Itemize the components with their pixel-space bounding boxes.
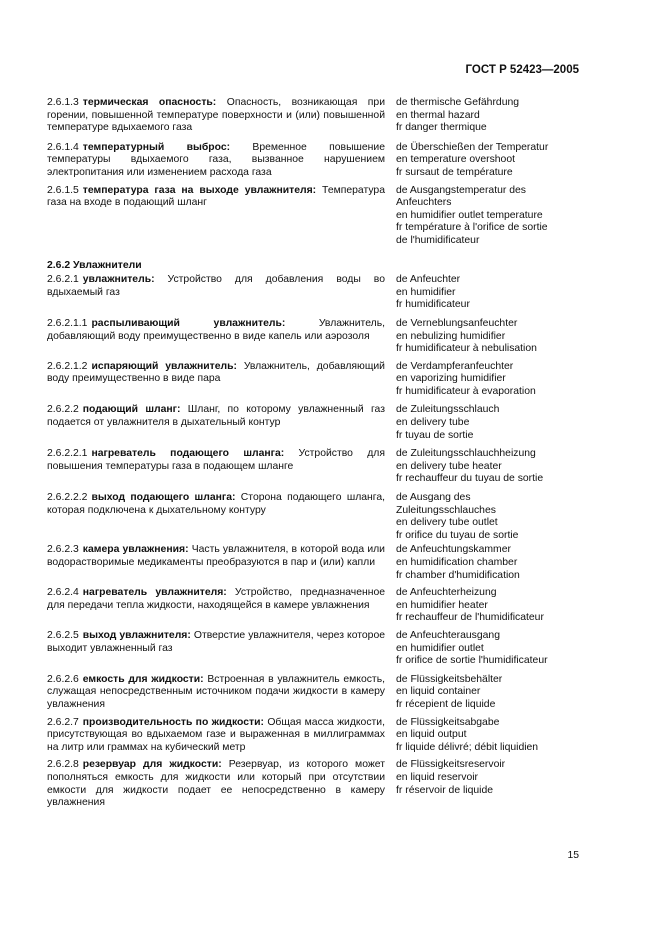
term-entry (47, 97, 579, 135)
term-name: увлажнитель: (82, 274, 155, 286)
term-definition-text: Общая масса жидкости, присутствующая во вдыхаемом газе и выраженная в миллиграммах на литр или граммах на кубический метр (47, 716, 385, 753)
term-name: распыливающий увлажнитель: (91, 317, 286, 329)
term-number: 2.6.2.2.1 (47, 448, 88, 460)
term-number: 2.6.2.3 (47, 544, 79, 556)
equivalent-line: de Flüssigkeitsabgabe (396, 716, 500, 728)
term-number: 2.6.2.2 (47, 404, 79, 416)
term-name: выход увлажнителя: (82, 629, 191, 641)
equivalent-line: fr humidificateur à nebulisation (396, 343, 537, 355)
term-entry (47, 492, 579, 542)
equivalent-line: de Verdampferanfeuchter (396, 360, 514, 372)
term-definition-text: Увлажнитель, добавляющий воду преимущественно в виде пара (47, 360, 385, 385)
term-definition (47, 185, 385, 248)
equivalent-line: fr danger thermique (396, 122, 487, 134)
foreign-equivalents (396, 674, 579, 712)
term-entry (47, 274, 579, 312)
equivalent-line: en humidifier (396, 286, 456, 298)
term-entry (47, 630, 579, 668)
term-entry (47, 759, 579, 809)
term-entry (47, 361, 579, 399)
section-heading: 2.6.2 Увлажнители (47, 259, 142, 271)
term-definition-text: Резервуар, из которого может пополняться емкость для жидкости или который при отсутствии емкости для жидкости подает ее непосредственно в камеру увлажнения (47, 759, 385, 809)
term-name: термическая опасность: (82, 97, 217, 108)
term-number: 2.6.2.6 (47, 673, 79, 685)
term-entry (47, 674, 579, 712)
term-definition-text: Шланг, по которому увлажненный газ подается от увлажнителя в дыхательный контур (47, 404, 385, 429)
term-definition-text: Температура газа на входе в подающий шланг (47, 184, 385, 209)
term-definition-text: Встроенная в увлажнитель емкость, служащая непосредственным источником подачи жидкости в камеру увлажнения (47, 673, 385, 710)
term-definition-text: Опасность, возникающая при горении, повышенной температуре поверхности и (или) повышенной температуре вдыхаемого газа (47, 97, 386, 134)
term-name: производительность по жидкости: (82, 716, 264, 728)
term-number: 2.6.2.1.1 (47, 317, 88, 329)
term-number: 2.6.2.7 (47, 716, 79, 728)
equivalent-line: de Flüssigkeitsreservoir (396, 759, 506, 771)
equivalent-line: Zuleitungsschlauches (396, 504, 496, 516)
equivalent-line: de thermische Gefährdung (396, 97, 520, 108)
term-definition (47, 587, 385, 625)
equivalent-line: fr sursaut de température (396, 166, 513, 178)
foreign-equivalents (396, 492, 579, 542)
foreign-equivalents (396, 587, 579, 625)
standard-designation: ГОСТ Р 52423—2005 (465, 64, 579, 76)
term-name: температура газа на выходе увлажнителя: (82, 184, 317, 196)
equivalent-line: fr réservoir de liquide (396, 784, 494, 796)
term-definition (47, 544, 385, 582)
equivalent-line: en delivery tube outlet (396, 517, 498, 529)
term-definition-text: Отверстие увлажнителя, через которое выходит увлажненный газ (47, 629, 385, 654)
equivalent-line: en humidifier outlet temperature (396, 209, 543, 221)
equivalent-line: fr humidificateur (396, 299, 470, 311)
term-number: 2.6.1.5 (47, 184, 79, 196)
equivalent-line: en humidification chamber (396, 557, 518, 568)
equivalent-line: en liquid output (396, 729, 467, 741)
equivalent-line: fr liquide délivré; débit liquidien (396, 741, 539, 753)
equivalent-line: de Anfeuchtungskammer (396, 544, 511, 556)
term-definition (47, 448, 385, 486)
equivalent-line: de Überschießen der Temperatur (396, 141, 549, 153)
equivalent-line: fr orifice du tuyau de sortie (396, 529, 519, 541)
equivalent-line: de Anfeuchterheizung (396, 587, 497, 599)
term-definition (47, 717, 385, 755)
term-entry (47, 544, 579, 582)
term-number: 2.6.2.4 (47, 587, 79, 599)
equivalent-line: en humidifier heater (396, 599, 488, 611)
term-definition (47, 274, 385, 312)
term-definition (47, 318, 385, 356)
equivalent-line: fr orifice de sortie l'humidificateur (396, 655, 548, 667)
term-name: нагреватель увлажнителя: (82, 587, 227, 599)
equivalent-line: de Anfeuchterausgang (396, 629, 500, 641)
foreign-equivalents (396, 274, 579, 312)
terms-list (47, 97, 579, 810)
term-name: температурный выброс: (82, 141, 231, 153)
equivalent-line: en liquid container (396, 686, 481, 698)
equivalent-line: de Verneblungsanfeuchter (396, 317, 518, 329)
equivalent-line: de Ausgang des (396, 492, 471, 504)
term-entry (47, 142, 579, 180)
term-number: 2.6.1.4 (47, 141, 79, 153)
equivalent-line: de Zuleitungsschlauch (396, 404, 500, 416)
term-name: выход подающего шланга: (91, 492, 236, 504)
foreign-equivalents (396, 759, 579, 809)
term-definition (47, 97, 385, 135)
foreign-equivalents (396, 361, 579, 399)
term-number: 2.6.2.2.2 (47, 492, 88, 504)
equivalent-line: de Flüssigkeitsbehälter (396, 673, 503, 685)
foreign-equivalents (396, 717, 579, 755)
term-name: камера увлажнения: (82, 544, 189, 556)
term-definition (47, 492, 385, 542)
equivalent-line: en liquid reservoir (396, 771, 479, 783)
term-number: 2.6.2.1 (47, 274, 79, 286)
foreign-equivalents (396, 97, 579, 135)
term-entry (47, 318, 579, 356)
term-number: 2.6.2.8 (47, 759, 79, 771)
term-entry (47, 185, 579, 248)
term-definition-text: Увлажнитель, добавляющий воду преимущественно в виде капель или аэрозоля (47, 317, 385, 342)
term-definition (47, 142, 385, 180)
term-definition-text: Часть увлажнителя, в которой вода или водорастворимые медикаменты преобразуются в пар и (или) капли (47, 544, 385, 568)
term-number: 2.6.1.3 (47, 97, 79, 108)
term-definition (47, 630, 385, 668)
term-definition-text: Устройство для повышения температуры газа в подающем шланге (47, 448, 385, 472)
equivalent-line: de Zuleitungsschlauchheizung (396, 448, 536, 460)
term-entry (47, 587, 579, 625)
term-name: подающий шланг: (82, 404, 181, 416)
foreign-equivalents (396, 630, 579, 668)
foreign-equivalents (396, 544, 579, 582)
equivalent-line: en delivery tube heater (396, 460, 502, 472)
term-entry (47, 717, 579, 755)
equivalent-line: fr rechauffeur du tuyau de sortie (396, 473, 544, 485)
foreign-equivalents (396, 142, 579, 180)
term-definition-text: Временное повышение температуры вдыхаемого газа, вызванное нарушением электропитания или изменением расхода газа (47, 141, 385, 178)
equivalent-line: en nebulizing humidifier (396, 330, 506, 342)
equivalent-line: fr chamber d'humidification (396, 569, 520, 581)
equivalent-line: Anfeuchters (396, 197, 452, 209)
equivalent-line: en delivery tube (396, 417, 470, 429)
foreign-equivalents (396, 318, 579, 356)
equivalent-line: en humidifier outlet (396, 642, 484, 654)
foreign-equivalents (396, 448, 579, 486)
page-number: 15 (567, 850, 579, 861)
equivalent-line: en temperature overshoot (396, 154, 515, 166)
term-entry (47, 448, 579, 486)
equivalent-line: en thermal hazard (396, 109, 480, 121)
term-entry (47, 404, 579, 442)
term-name: нагреватель подающего шланга: (91, 448, 285, 460)
term-definition-text: Устройство, предназначенное для передачи тепла жидкости, находящейся в камере увлажнения (47, 587, 386, 611)
equivalent-line: fr récepient de liquide (396, 698, 496, 710)
term-definition-text: Устройство для добавления воды во вдыхаемый газ (47, 274, 385, 298)
equivalent-line: en vaporizing humidifier (396, 373, 506, 385)
section-heading-row (47, 260, 579, 273)
equivalent-line: fr température à l'orifice de sortie (396, 222, 548, 234)
equivalent-line: fr rechauffeur de l'humidificateur (396, 612, 544, 624)
term-number: 2.6.2.1.2 (47, 360, 88, 372)
term-name: резервуар для жидкости: (82, 759, 222, 771)
equivalent-line: de l'humidificateur (396, 234, 480, 246)
term-definition-text: Сторона подающего шланга, которая подключена к дыхательному контуру (47, 492, 386, 516)
term-name: испаряющий увлажнитель: (91, 360, 237, 372)
term-definition (47, 759, 385, 809)
term-number: 2.6.2.5 (47, 629, 79, 641)
term-definition (47, 361, 385, 399)
term-definition (47, 404, 385, 442)
term-name: емкость для жидкости: (82, 673, 204, 685)
equivalent-line: fr tuyau de sortie (396, 429, 474, 441)
term-definition (47, 674, 385, 712)
equivalent-line: de Ausgangstemperatur des (396, 184, 526, 196)
equivalent-line: fr humidificateur à evaporation (396, 385, 536, 397)
equivalent-line: de Anfeuchter (396, 274, 461, 286)
foreign-equivalents (396, 185, 579, 248)
foreign-equivalents (396, 404, 579, 442)
